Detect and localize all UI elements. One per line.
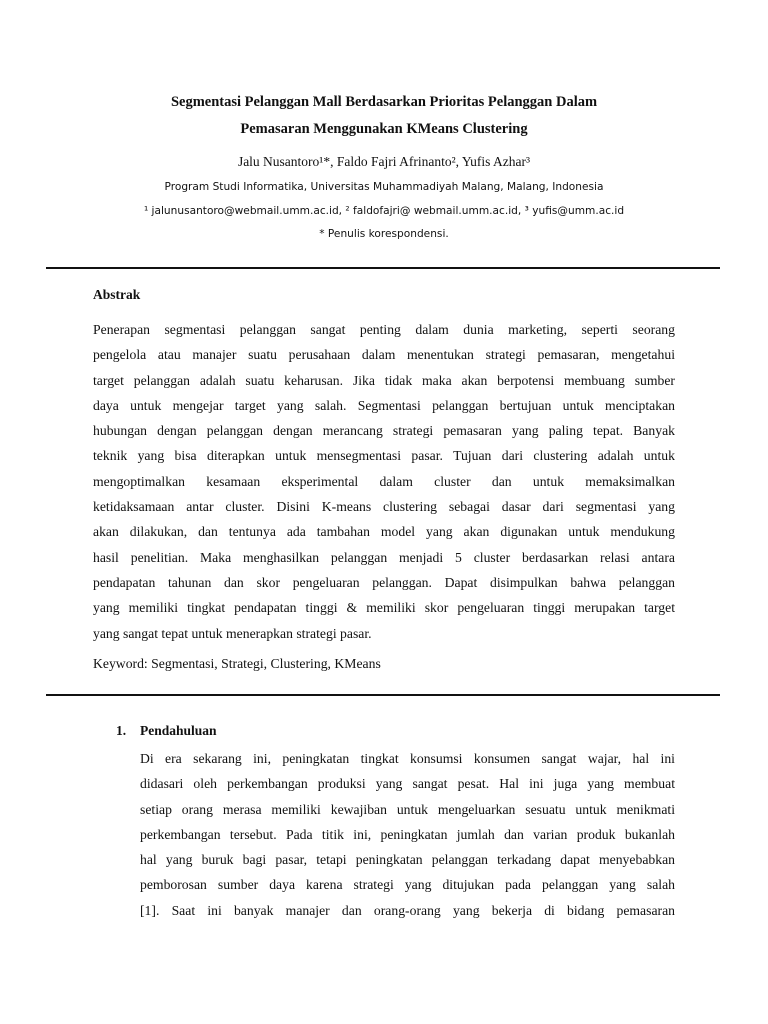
abstract-line: pengelola atau manajer suatu perusahaan dalam menentukan strategi pemasaran, mengetahui <box>93 347 675 363</box>
author-emails: ¹ jalunusantoro@webmail.umm.ac.id, ² faldofajri@ webmail.umm.ac.id, ³ yufis@umm.ac.id <box>143 205 625 217</box>
abstract-body <box>93 317 675 646</box>
paper-title-line-2: Pemasaran Menggunakan KMeans Clustering <box>240 121 528 137</box>
section-title: Pendahuluan <box>140 723 217 738</box>
intro-line: pemborosan sumber daya karena strategi yang ditujukan pada pelanggan yang salah <box>140 877 675 893</box>
abstract-line: hasil penelitian. Maka menghasilkan pelanggan menjadi 5 cluster berdasarkan relasi antara <box>93 549 675 565</box>
abstract-line: yang memiliki tingkat pendapatan tinggi & memiliki skor pengeluaran tinggi merupakan target <box>93 600 675 616</box>
section-number: 1. <box>116 723 127 738</box>
intro-line: hal yang buruk bagi pasar, tetapi peningkatan pelanggan terkadang dapat menyebabkan <box>140 852 675 868</box>
abstract-line: yang sangat tepat untuk menerapkan strategi pasar. <box>93 625 372 641</box>
header-divider <box>46 267 720 269</box>
abstract-line: mengoptimalkan kesamaan eksperimental dalam cluster dan untuk memaksimalkan <box>93 473 675 489</box>
intro-line: Di era sekarang ini, peningkatan tingkat konsumsi konsumen sangat wajar, hal ini <box>140 751 675 766</box>
intro-line: didasari oleh perkembangan produksi yang sangat pesat. Hal ini juga yang membuat <box>140 776 675 792</box>
affiliation: Program Studi Informatika, Universitas Muhammadiyah Malang, Malang, Indonesia <box>164 181 604 193</box>
abstract-line: daya untuk mengejar target yang salah. Segmentasi pelanggan bertujuan untuk menciptakan <box>93 397 675 413</box>
author-list: Jalu Nusantoro¹*, Faldo Fajri Afrinanto², Yufis Azhar³ <box>237 154 531 169</box>
section-heading <box>116 723 217 739</box>
introduction-body <box>140 746 675 923</box>
intro-line: [1]. Saat ini banyak manajer dan orang-orang yang bekerja di bidang pemasaran <box>140 902 675 918</box>
abstract-line: target pelanggan adalah suatu keharusan. Jika tidak maka akan berpotensi membuang sumber <box>93 372 675 388</box>
abstract-line: pendapatan tahunan dan skor pengeluaran pelanggan. Dapat disimpulkan bahwa pelanggan <box>93 574 675 590</box>
abstract-heading: Abstrak <box>93 287 141 302</box>
abstract-line: akan dilakukan, dan tentunya ada tambahan model yang akan digunakan untuk mendukung <box>93 524 675 540</box>
corresponding-author-note: * Penulis korespondensi. <box>319 228 449 240</box>
intro-line: perkembangan tersebut. Pada titik ini, peningkatan jumlah dan varian produk bukanlah <box>140 826 675 842</box>
abstract-line: ketidaksamaan antar cluster. Disini K-means clustering sebagai dasar dari segmentasi yang <box>93 499 675 515</box>
paper-title-line-1: Segmentasi Pelanggan Mall Berdasarkan Prioritas Pelanggan Dalam <box>170 94 598 110</box>
abstract-line: Penerapan segmentasi pelanggan sangat penting dalam dunia marketing, seperti seorang <box>93 322 675 337</box>
abstract-line: hubungan dengan pelanggan dengan merancang strategi pemasaran yang paling tepat. Banyak <box>93 423 675 439</box>
intro-line: setiap orang merasa memiliki kewajiban untuk mengeluarkan sesuatu untuk menikmati <box>140 801 675 817</box>
abstract-line: teknik yang bisa diterapkan untuk mensegmentasi pasar. Tujuan dari clustering adalah untuk <box>93 448 675 464</box>
abstract-divider <box>46 694 720 696</box>
keywords: Keyword: Segmentasi, Strategi, Clustering, KMeans <box>93 656 381 671</box>
